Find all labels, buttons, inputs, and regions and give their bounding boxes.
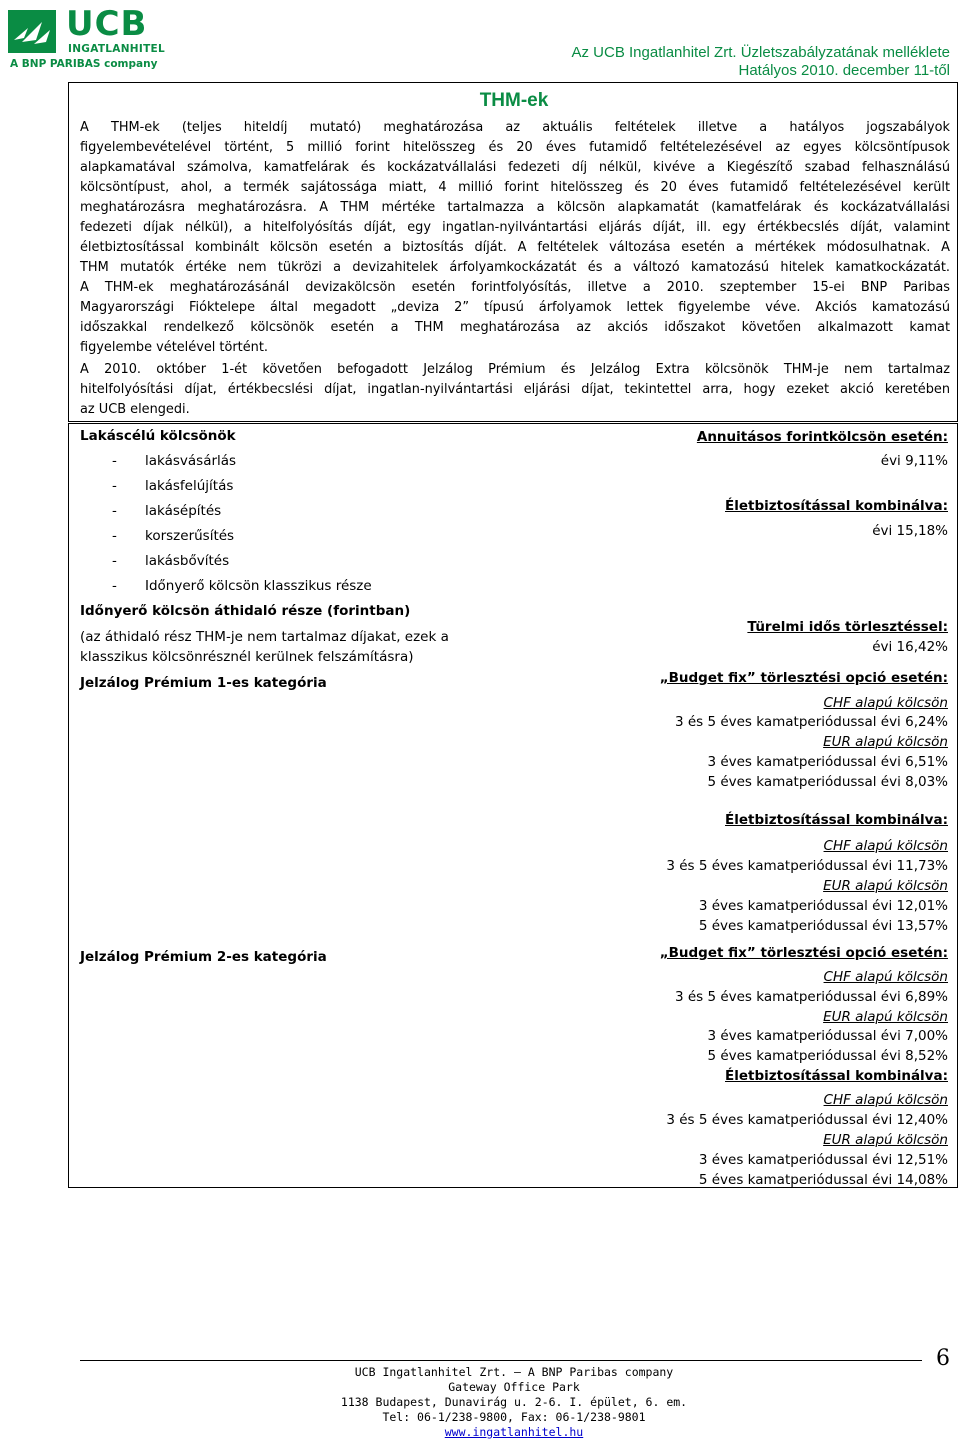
list-item: lakásbővítés	[145, 553, 230, 569]
rate-value: évi 9,11%	[880, 453, 948, 469]
bridge-loan-note: klasszikus kölcsönrésznél kerülnek felszámításra)	[80, 649, 414, 665]
premium-2-heading: Jelzálog Prémium 2-es kategória	[80, 949, 327, 965]
list-item: korszerűsítés	[145, 528, 235, 544]
rate-value: 3 és 5 éves kamatperiódussal évi 6,89%	[674, 989, 948, 1005]
annuity-heading: Annuitásos forintkölcsön esetén:	[696, 429, 948, 445]
housing-loans-heading: Lakáscélú kölcsönök	[80, 428, 236, 444]
list-item: lakásfelújítás	[145, 478, 234, 494]
bridge-loan-note: (az áthidaló rész THM-je nem tartalmaz díjakat, ezek a	[80, 629, 449, 645]
rate-value: évi 15,18%	[872, 523, 948, 539]
eur-label: EUR alapú kölcsön	[823, 1132, 948, 1148]
text-line: THM mutatók értéke nem tükrözi a devizahitelek árfolyamkockázatát és a változó kamatozású hitelek kamatkockázatát.	[80, 260, 950, 275]
list-dash: -	[112, 478, 117, 494]
text-line: figyelembevételével történt, 5 millió forint hitelösszeg és 20 éves futamidő feltételezésével az egyes kölcsöntípusok	[80, 140, 950, 155]
eur-label: EUR alapú kölcsön	[823, 734, 948, 750]
rate-value: 3 és 5 éves kamatperiódussal évi 12,40%	[666, 1112, 948, 1128]
brand-name: UCB	[66, 4, 148, 44]
list-item: lakásépítés	[145, 503, 222, 519]
life-insurance-heading: Életbiztosítással kombinálva:	[725, 812, 948, 828]
text-line: meghatározásra meghatározásra. A THM mértéke tartalmazza a kölcsön alapkamatát (kamatfelárak és kockázatvállalási	[80, 200, 950, 215]
list-dash: -	[112, 553, 117, 569]
header-appendix-line: Az UCB Ingatlanhitel Zrt. Üzletszabályzatának melléklete	[571, 44, 950, 61]
text-line: fedezeti díjak nélkül), a hitelfolyósítás díját, egy ingatlan-nyilvántartási eljárás díját, ill. egy értékbecslés díját, valamint	[80, 220, 950, 235]
rate-value: 3 és 5 éves kamatperiódussal évi 11,73%	[666, 858, 948, 874]
eur-label: EUR alapú kölcsön	[823, 878, 948, 894]
list-dash: -	[112, 503, 117, 519]
footer-website-link[interactable]: www.ingatlanhitel.hu	[444, 1425, 584, 1439]
text-line: hitelfolyósítási díjat, értékbecslési díjat, ingatlan-nyilvántartási eljárási díjat, tekintettel arra, hogy ezeket akció keretében	[80, 382, 950, 397]
text-line: alapkamatával számolva, kamatfelárak és kockázatvállalási fedezeti díj nélkül, kivéve a Kiegészítő szabad felhasználású	[80, 160, 950, 175]
text-line: időszakkal rendelkező kölcsönök esetén a THM meghatározása az akciós időszakot követően alkalmazott kamat	[80, 320, 950, 335]
footer-rule	[80, 1360, 922, 1361]
chf-label: CHF alapú kölcsön	[823, 695, 948, 711]
grace-period-heading: Türelmi idős törlesztéssel:	[747, 619, 948, 635]
list-dash: -	[112, 453, 117, 469]
page-title: THM-ek	[479, 90, 549, 111]
rate-value: 3 éves kamatperiódussal évi 12,51%	[698, 1152, 948, 1168]
text-line: A 2010. október 1-ét követően befogadott Jelzálog Prémium és Jelzálog Extra kölcsönök THM-je nem tartalmaz	[80, 362, 950, 377]
text-line: A THM-ek (teljes hiteldíj mutató) meghatározása az aktuális feltételek illetve a hatályos jogszabályok	[80, 120, 950, 135]
brand-sub: INGATLANHITEL	[68, 43, 166, 55]
rate-value: 3 éves kamatperiódussal évi 12,01%	[698, 898, 948, 914]
waiver-paragraph	[80, 360, 950, 420]
text-line: az UCB elengedi.	[80, 402, 190, 417]
budget-fix-heading: „Budget fix” törlesztési opció esetén:	[659, 670, 948, 686]
footer-address: 1138 Budapest, Dunavirág u. 2-6. I. épület, 6. em.	[340, 1395, 688, 1409]
ucb-logo-mark	[8, 10, 56, 53]
text-line: A THM-ek meghatározásánál devizakölcsön esetén forintfolyósítás, illetve a 2010. szeptember 15-ei BNP Paribas	[80, 280, 950, 295]
header-effective-line: Hatályos 2010. december 11-től	[738, 62, 950, 79]
list-dash: -	[112, 578, 117, 594]
footer-building: Gateway Office Park	[448, 1380, 580, 1394]
rate-value: 5 éves kamatperiódussal évi 8,03%	[707, 774, 948, 790]
rate-value: évi 16,42%	[872, 639, 948, 655]
eur-label: EUR alapú kölcsön	[823, 1009, 948, 1025]
footer-phone: Tel: 06-1/238-9800, Fax: 06-1/238-9801	[382, 1410, 646, 1424]
bird-icon	[8, 10, 56, 53]
text-line: Magyarországi Fióktelepe által megadott „deviza 2” típusú árfolyamok lettek figyelembe véve. Akciós kamatozású	[80, 300, 950, 315]
life-insurance-heading: Életbiztosítással kombinálva:	[725, 498, 948, 514]
list-item: Időnyerő kölcsön klasszikus része	[145, 578, 372, 594]
rate-value: 3 és 5 éves kamatperiódussal évi 6,24%	[674, 714, 948, 730]
list-dash: -	[112, 528, 117, 544]
page-number: 6	[936, 1346, 950, 1371]
rate-value: 3 éves kamatperiódussal évi 6,51%	[707, 754, 948, 770]
footer-company: UCB Ingatlanhitel Zrt. – A BNP Paribas company	[354, 1365, 674, 1379]
intro-paragraph	[80, 118, 950, 358]
brand-company: A BNP PARIBAS company	[10, 58, 158, 70]
chf-label: CHF alapú kölcsön	[823, 838, 948, 854]
chf-label: CHF alapú kölcsön	[823, 969, 948, 985]
bridge-loan-heading: Időnyerő kölcsön áthidaló része (forintban)	[80, 603, 411, 619]
list-item: lakásvásárlás	[145, 453, 237, 469]
rate-value: 3 éves kamatperiódussal évi 7,00%	[707, 1028, 948, 1044]
chf-label: CHF alapú kölcsön	[823, 1092, 948, 1108]
life-insurance-heading: Életbiztosítással kombinálva:	[725, 1068, 948, 1084]
premium-1-heading: Jelzálog Prémium 1-es kategória	[80, 675, 327, 691]
text-line: figyelembe vételével történt.	[80, 340, 268, 355]
text-line: életbiztosítással kombinált kölcsön esetén a biztosítás díját. A feltételek változása esetén a mértékek módosulhatnak. A	[80, 240, 950, 255]
rate-value: 5 éves kamatperiódussal évi 13,57%	[698, 918, 948, 934]
text-line: kölcsöntípust, ahol, a termék sajátossága miatt, 4 millió forint hitelösszeg és 20 éves futamidő feltételezésével került	[80, 180, 950, 195]
rate-value: 5 éves kamatperiódussal évi 8,52%	[707, 1048, 948, 1064]
rate-value: 5 éves kamatperiódussal évi 14,08%	[698, 1172, 948, 1188]
budget-fix-heading: „Budget fix” törlesztési opció esetén:	[659, 945, 948, 961]
